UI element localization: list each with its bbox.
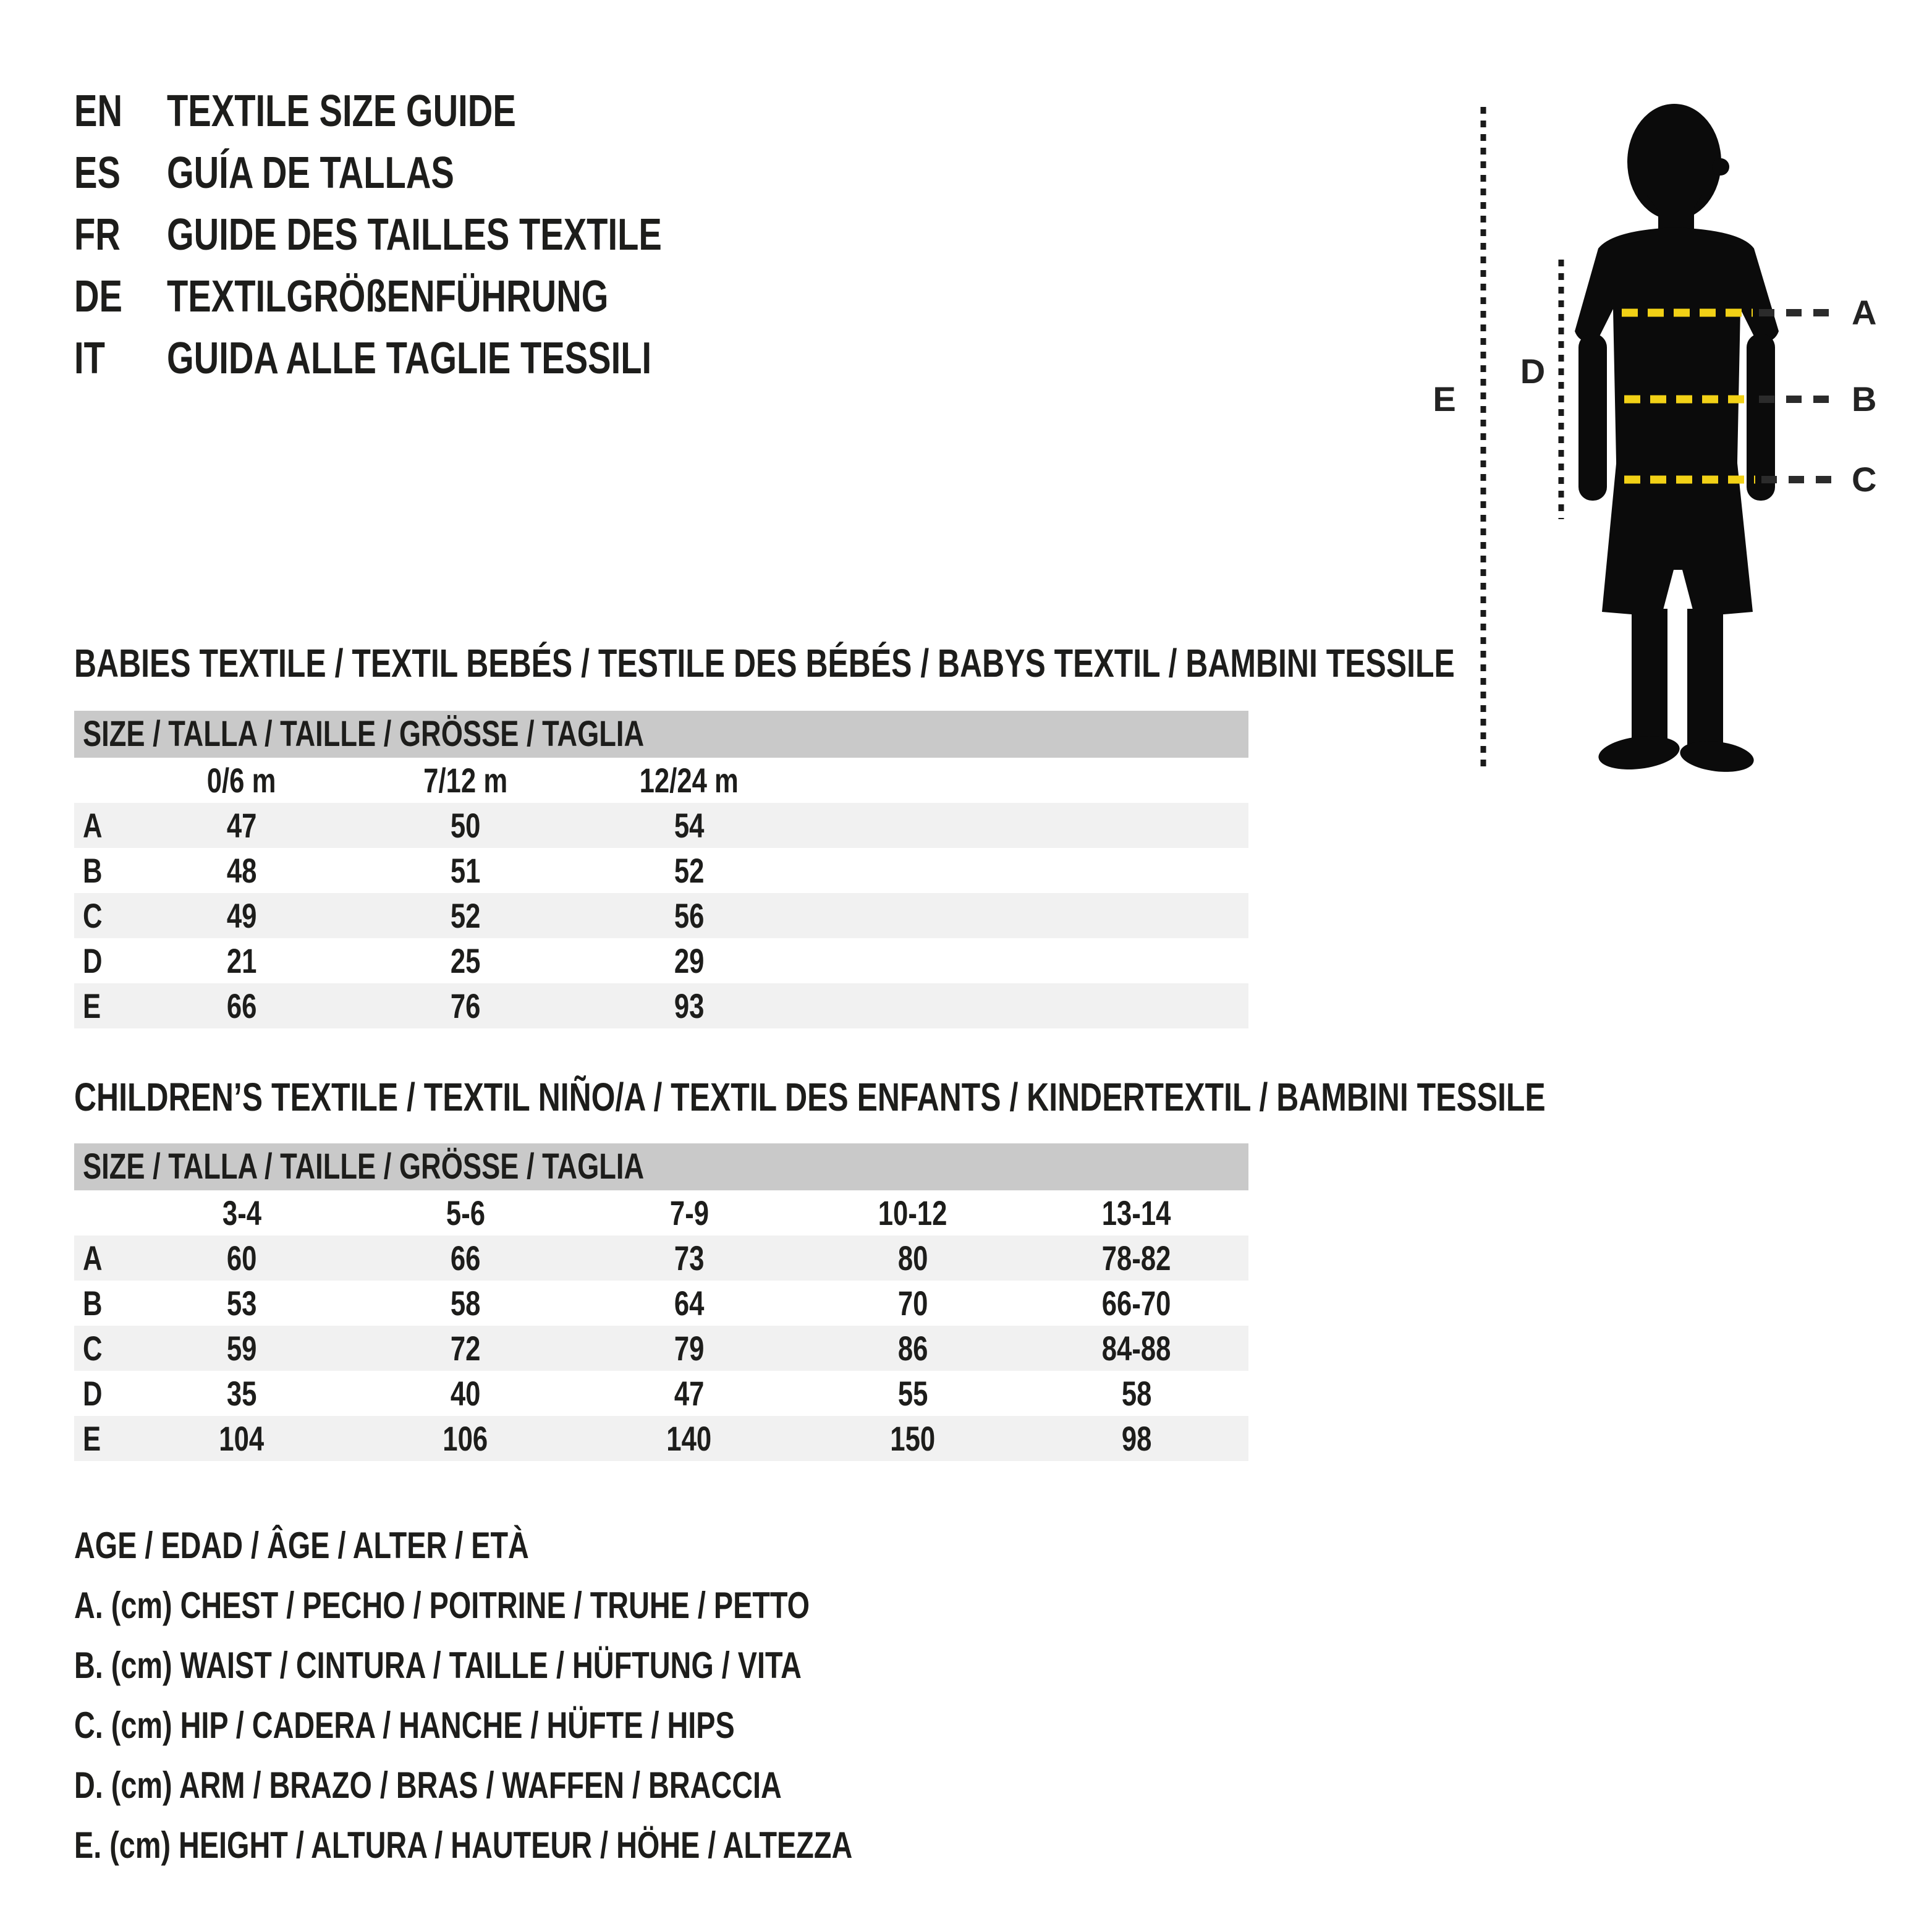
guide-title: GUÍA DE TALLAS — [167, 148, 454, 198]
table-cell: 55 — [897, 1374, 928, 1413]
measurement-legend — [74, 1515, 1072, 1875]
table-row — [74, 938, 1248, 983]
table-cell: 52 — [450, 896, 481, 935]
hip-label: C — [1852, 460, 1877, 499]
col-header: 3-4 — [222, 1193, 261, 1232]
table-cell: 58 — [450, 1284, 481, 1323]
table-cell: 54 — [674, 806, 705, 845]
table-row — [74, 803, 1248, 848]
legend-line-height: E. (cm) HEIGHT / ALTURA / HAUTEUR / HÖHE / ALTEZZA — [74, 1824, 853, 1866]
row-label: A — [83, 806, 103, 845]
table-cell: 50 — [450, 806, 481, 845]
arm-label: D — [1520, 352, 1546, 391]
table-cell: 64 — [674, 1284, 705, 1323]
size-header-band: SIZE / TALLA / TAILLE / GRÖSSE / TAGLIA — [74, 711, 1248, 758]
lang-code: DE — [74, 272, 123, 321]
legend-line-hip: C. (cm) HIP / CADERA / HANCHE / HÜFTE / HIPS — [74, 1705, 735, 1746]
size-header-band: SIZE / TALLA / TAILLE / GRÖSSE / TAGLIA — [74, 1143, 1248, 1190]
table-cell-empty — [1025, 983, 1248, 1028]
lang-code: ES — [74, 148, 121, 198]
table-cell: 86 — [897, 1329, 928, 1368]
table-cell: 72 — [450, 1329, 481, 1368]
table-cell: 79 — [674, 1329, 705, 1368]
table-cell-empty — [801, 848, 1025, 893]
waist-label: B — [1852, 379, 1877, 418]
table-cell: 140 — [666, 1419, 712, 1458]
legend-line-arm: D. (cm) ARM / BRAZO / BRAS / WAFFEN / BRACCIA — [74, 1765, 782, 1806]
legend-line-age: AGE / EDAD / ÂGE / ALTER / ETÀ — [74, 1525, 529, 1566]
legend-line-chest: A. (cm) CHEST / PECHO / POITRINE / TRUHE / PETTO — [74, 1585, 810, 1626]
children-size-table — [74, 1143, 1248, 1461]
table-cell: 60 — [226, 1239, 257, 1277]
row-label: D — [83, 1374, 103, 1413]
table-cell: 25 — [450, 941, 481, 980]
row-label: B — [83, 1284, 103, 1323]
table-cell: 48 — [226, 851, 257, 890]
table-cell: 53 — [226, 1284, 257, 1323]
guide-title: TEXTILGRÖßENFÜHRUNG — [167, 272, 609, 321]
col-header-empty — [1025, 758, 1248, 803]
lang-code: FR — [74, 210, 121, 260]
col-header: 7/12 m — [423, 761, 507, 800]
table-row — [74, 983, 1248, 1028]
table-cell: 84-88 — [1102, 1329, 1171, 1368]
header-row-en — [74, 80, 802, 142]
table-cell: 73 — [674, 1239, 705, 1277]
table-cell-empty — [1025, 803, 1248, 848]
row-label: B — [83, 851, 103, 890]
row-label: C — [83, 1329, 103, 1368]
table-cell: 70 — [897, 1284, 928, 1323]
babies-section-title: BABIES TEXTILE / TEXTIL BEBÉS / TESTILE DES BÉBÉS / BABYS TEXTIL / BAMBINI TESSILE — [74, 641, 1455, 685]
col-header: 12/24 m — [639, 761, 739, 800]
table-cell-empty — [801, 893, 1025, 938]
table-cell: 150 — [890, 1419, 936, 1458]
height-label: E — [1433, 379, 1456, 418]
legend-line-waist: B. (cm) WAIST / CINTURA / TAILLE / HÜFTUNG / VITA — [74, 1645, 802, 1686]
table-cell: 51 — [450, 851, 481, 890]
chest-label: A — [1852, 293, 1877, 332]
row-label: A — [83, 1239, 103, 1277]
table-cell: 93 — [674, 986, 705, 1025]
table-cell: 40 — [450, 1374, 481, 1413]
table-cell-empty — [801, 983, 1025, 1028]
col-header: 5-6 — [446, 1193, 485, 1232]
guide-title: GUIDA ALLE TAGLIE TESSILI — [167, 334, 652, 383]
table-row — [74, 1281, 1248, 1326]
table-row — [74, 1416, 1248, 1461]
col-header: 0/6 m — [207, 761, 276, 800]
corner-cell — [74, 758, 130, 803]
table-cell: 47 — [226, 806, 257, 845]
col-header-empty — [801, 758, 1025, 803]
table-cell: 66 — [226, 986, 257, 1025]
row-label: D — [83, 941, 103, 980]
language-header — [74, 80, 802, 389]
lang-code: EN — [74, 87, 123, 136]
table-cell: 58 — [1121, 1374, 1152, 1413]
table-cell: 98 — [1121, 1419, 1152, 1458]
col-header: 7-9 — [669, 1193, 709, 1232]
babies-size-table — [74, 711, 1248, 1028]
row-label: C — [83, 896, 103, 935]
row-label: E — [83, 1419, 101, 1458]
table-cell-empty — [1025, 848, 1248, 893]
children-section-title: CHILDREN’S TEXTILE / TEXTIL NIÑO/A / TEXTIL DES ENFANTS / KINDERTEXTIL / BAMBINI TESSILE — [74, 1075, 1546, 1119]
header-row-es — [74, 142, 802, 204]
table-cell: 59 — [226, 1329, 257, 1368]
table-cell: 49 — [226, 896, 257, 935]
table-row — [74, 848, 1248, 893]
table-cell: 66-70 — [1102, 1284, 1171, 1323]
table-cell: 35 — [226, 1374, 257, 1413]
table-cell-empty — [1025, 938, 1248, 983]
table-cell: 106 — [443, 1419, 488, 1458]
table-cell: 104 — [219, 1419, 265, 1458]
lang-code: IT — [74, 334, 105, 383]
table-cell-empty — [801, 938, 1025, 983]
table-row — [74, 1235, 1248, 1281]
table-cell: 76 — [450, 986, 481, 1025]
table-cell-empty — [801, 803, 1025, 848]
guide-title: TEXTILE SIZE GUIDE — [167, 87, 516, 136]
table-cell: 21 — [226, 941, 257, 980]
column-header-row — [74, 1190, 1248, 1235]
table-cell: 56 — [674, 896, 705, 935]
header-row-de — [74, 266, 802, 328]
guide-title: GUIDE DES TAILLES TEXTILE — [167, 210, 662, 260]
header-row-it — [74, 328, 802, 389]
table-cell: 80 — [897, 1239, 928, 1277]
table-cell: 52 — [674, 851, 705, 890]
header-row-fr — [74, 204, 802, 266]
table-cell: 66 — [450, 1239, 481, 1277]
corner-cell — [74, 1190, 130, 1235]
col-header: 10-12 — [878, 1193, 947, 1232]
table-cell-empty — [1025, 893, 1248, 938]
table-cell: 78-82 — [1102, 1239, 1171, 1277]
table-cell: 47 — [674, 1374, 705, 1413]
col-header: 13-14 — [1102, 1193, 1171, 1232]
table-row — [74, 1371, 1248, 1416]
table-row — [74, 1326, 1248, 1371]
table-row — [74, 893, 1248, 938]
table-cell: 29 — [674, 941, 705, 980]
column-header-row — [74, 758, 1248, 803]
row-label: E — [83, 986, 101, 1025]
